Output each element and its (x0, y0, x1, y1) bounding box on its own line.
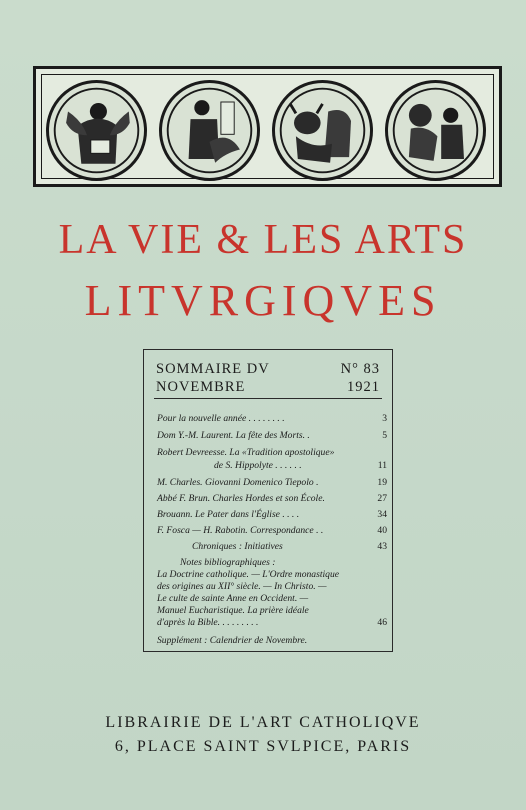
toc-entry-text: Manuel Eucharistique. La prière idéale (157, 605, 309, 616)
toc-entry-page: 5 (382, 430, 387, 441)
toc-entry-text: des origines au XII° siècle. — In Christo. — (157, 581, 327, 592)
toc-entry-page: 46 (377, 617, 387, 628)
title-line-2: LITVRGIQVES (84, 276, 442, 325)
toc-entry-page: 43 (377, 541, 387, 552)
publisher-line-2: 6, PLACE SAINT SVLPICE, PARIS (114, 738, 412, 755)
issue-number: N° 83 (340, 361, 380, 377)
toc-entry-page: 11 (377, 460, 387, 471)
winged-man-icon (46, 80, 147, 181)
toc-entry (157, 593, 387, 604)
toc-entry-text: Brouann. Le Pater dans l'Église . . . . (157, 509, 300, 520)
toc-entry (157, 581, 387, 592)
toc-entry-page: 27 (377, 493, 387, 504)
toc-entry (157, 477, 387, 488)
toc-entry (157, 493, 387, 504)
toc-entry-text: Notes bibliographiques : (180, 557, 276, 568)
toc-entry-text: F. Fosca — H. Rabotin. Correspondance . . (157, 525, 324, 536)
issue-year: 1921 (347, 379, 380, 395)
table-of-contents (143, 349, 393, 652)
toc-entry-text: Chroniques : Initiatives (192, 541, 283, 552)
toc-entry-page: 19 (377, 477, 387, 488)
toc-entry-text: La Doctrine catholique. — L'Ordre monastique (157, 569, 340, 580)
toc-entry-text: de S. Hippolyte . . . . . . (214, 460, 302, 471)
toc-entry (157, 509, 387, 520)
toc-header (154, 358, 382, 399)
woodcut-banner (33, 66, 502, 187)
toc-entry (180, 557, 410, 568)
toc-entry (157, 569, 387, 580)
toc-entry-page: 34 (377, 509, 387, 520)
lion-icon (385, 80, 486, 181)
toc-entry-text: Dom Y.-M. Laurent. La fête des Morts. . (157, 430, 310, 441)
toc-entry (157, 525, 387, 536)
toc-entry-text: Supplément : Calendrier de Novembre. (157, 635, 308, 646)
toc-entry (157, 430, 387, 441)
toc-entry-text: M. Charles. Giovanni Domenico Tiepolo . (157, 477, 319, 488)
toc-entry (157, 635, 387, 646)
toc-entry (214, 460, 387, 471)
publisher-line-1: LIBRAIRIE DE L'ART CATHOLIQVE (105, 714, 421, 731)
toc-entry-page: 3 (382, 413, 387, 424)
issue-month: NOVEMBRE (156, 379, 246, 395)
toc-entry (157, 413, 387, 424)
toc-entry (157, 447, 387, 458)
summary-label: SOMMAIRE DV (156, 361, 270, 377)
toc-entry-text: Pour la nouvelle année . . . . . . . . (157, 413, 285, 424)
toc-entry (192, 541, 387, 552)
toc-entry-text: Abbé F. Brun. Charles Hordes et son École. (157, 493, 325, 504)
toc-entry-text: Robert Devreesse. La «Tradition apostolique» (157, 447, 335, 458)
title-line-1: LA VIE & LES ARTS (58, 217, 468, 263)
toc-entry-text: d'après la Bible. . . . . . . . . (157, 617, 259, 628)
toc-entry (157, 617, 387, 628)
eagle-icon (159, 80, 260, 181)
toc-entry (157, 605, 387, 616)
ox-icon (272, 80, 373, 181)
toc-entry-text: Le culte de sainte Anne en Occident. — (157, 593, 309, 604)
toc-entry-page: 40 (377, 525, 387, 536)
